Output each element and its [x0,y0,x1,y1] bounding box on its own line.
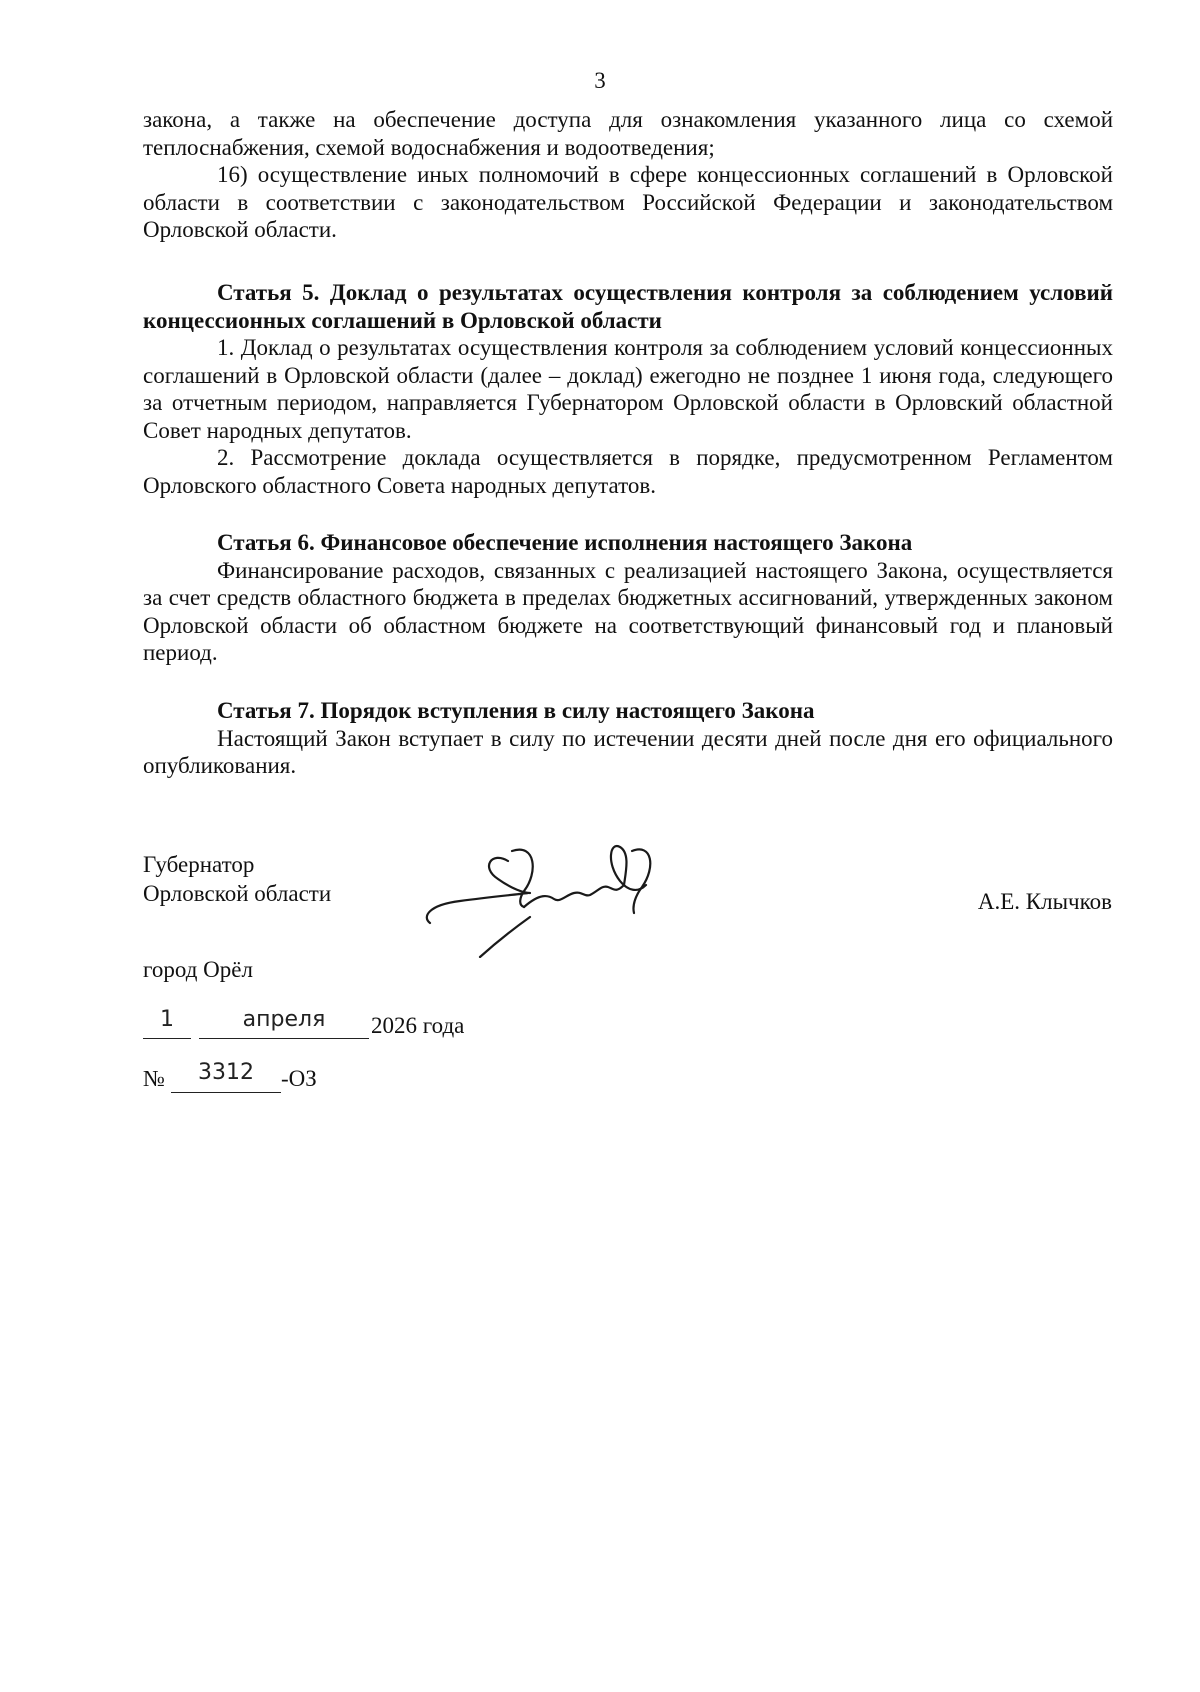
number-underline [171,1092,281,1093]
article-7-heading: Статья 7. Порядок вступления в силу настоящего Закона [217,698,815,723]
number-value: 3312 [198,1060,254,1085]
signatory-title-line-1: Губернатор [143,852,255,877]
signatory-title-line-2: Орловской области [143,881,332,906]
date-day-underline [143,1038,191,1039]
date-of-signing [143,1007,543,1039]
paragraph-continuation: закона, а также на обеспечение доступа для ознакомления указанного лица со схемой теплоснабжения, схемой водоснабжения и водоотведения; [143,107,1113,160]
continuation-section [143,106,1113,244]
city-of-signing: город Орёл [143,957,253,982]
article-7 [143,697,1113,780]
page-number: 3 [594,68,606,93]
article-5-paragraph-2: 2. Рассмотрение доклада осуществляется в порядке, предусмотренном Регламентом Орловского областного Совета народных депутатов. [143,445,1113,498]
signatory-name: А.Е. Клычков [977,889,1112,914]
article-6-paragraph-1: Финансирование расходов, связанных с реализацией настоящего Закона, осуществляется за счет средств областного бюджета в пределах бюджетных ассигнований, утвержденных законом Орловской области об областном бюджете на соответствующий финансовый год и плановый период. [143,557,1113,665]
date-month-underline [199,1038,369,1039]
number-sign: № [143,1066,165,1091]
article-6 [143,529,1113,667]
article-7-paragraph-1: Настоящий Закон вступает в силу по истечении десяти дней после дня его официального опубликования. [143,725,1113,778]
date-day: 1 [160,1007,174,1032]
article-5-heading: Статья 5. Доклад о результатах осуществления контроля за соблюдением условий концессионных соглашений в Орловской области [143,280,1113,333]
signatory-title [143,850,331,908]
article-6-heading: Статья 6. Финансовое обеспечение исполнения настоящего Закона [217,530,913,555]
number-suffix: -ОЗ [281,1066,317,1091]
handwritten-signature [420,833,690,958]
law-number [143,1060,443,1094]
date-month: апреля [242,1007,326,1032]
date-year: 2026 года [371,1013,465,1038]
article-5-paragraph-1: 1. Доклад о результатах осуществления контроля за соблюдением условий концессионных соглашений в Орловской области (далее – доклад) ежегодно не позднее 1 июня года, следующего за отчетным периодом, направляется Губернатором Орловской области в Орловский областной Совет народных депутатов. [143,335,1113,443]
paragraph-item-16: 16) осуществление иных полномочий в сфере концессионных соглашений в Орловской области в соответствии с законодательством Российской Федерации и законодательством Орловской области. [143,162,1113,242]
article-5 [143,279,1113,499]
